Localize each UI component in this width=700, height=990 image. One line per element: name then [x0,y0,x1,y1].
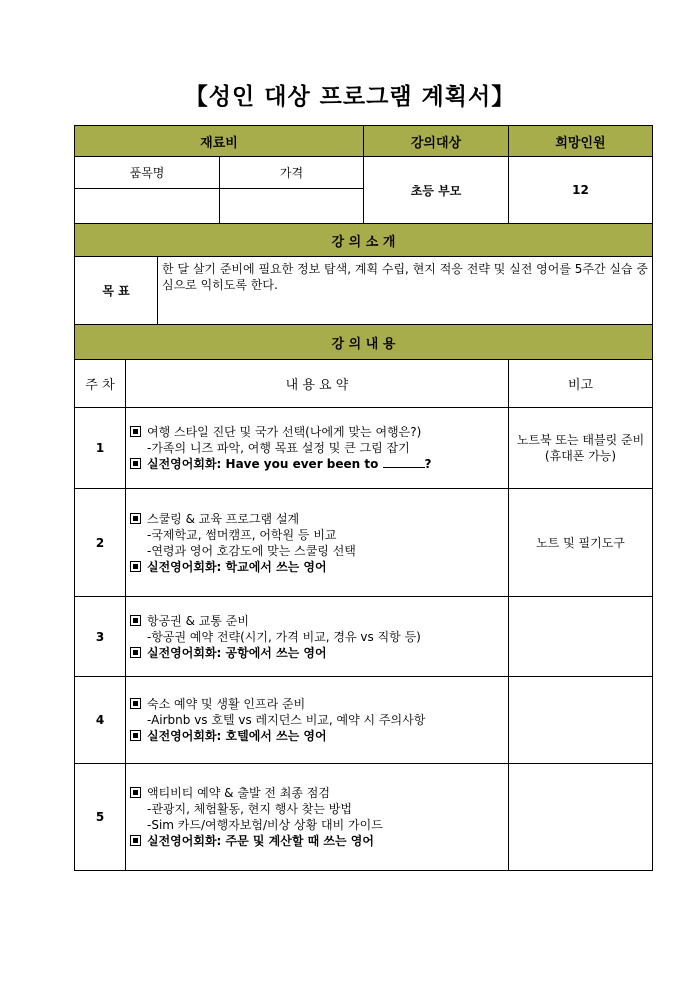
program-plan-table [74,125,653,871]
content-section-title: 강 의 내 용 [75,325,653,360]
audience-header: 강의대상 [364,126,509,157]
week-note [509,677,653,764]
price-cell [220,189,364,224]
price-header: 가격 [220,157,364,189]
week-note: 노트북 또는 태블릿 준비 (휴대폰 가능) [509,408,653,489]
week-note [509,597,653,677]
week-row [75,677,653,764]
week-number: 1 [75,408,126,489]
goal-text: 한 달 살기 준비에 필요한 정보 탐색, 계획 수립, 현지 적응 전략 및 실전 영어를 5주간 실습 중심으로 익히도록 한다. [158,257,653,325]
capacity-header: 희망인원 [509,126,653,157]
week-row [75,597,653,677]
checkbox-icon [130,458,141,469]
week-number: 3 [75,597,126,677]
week-detail: -가족의 니즈 파악, 여행 목표 설정 및 큰 그림 잡기 [147,441,410,455]
week-summary [126,677,509,764]
week-title: 스쿨링 & 교육 프로그램 설계 [147,511,300,526]
week-detail: -Sim 카드/여행자보험/비상 상황 대비 가이드 [147,818,383,832]
week-summary [126,489,509,597]
week-summary [126,408,509,489]
note-column-header: 비고 [509,360,653,408]
week-conversation: 실전영어회화: 주문 및 계산할 때 쓰는 영어 [147,834,374,848]
item-name-header: 품목명 [75,157,220,189]
capacity-value: 12 [509,157,653,224]
materials-header: 재료비 [75,126,364,157]
checkbox-icon [130,730,141,741]
week-conversation: 실전영어회화: 학교에서 쓰는 영어 [147,559,327,574]
week-title: 숙소 예약 및 생활 인프라 준비 [147,697,306,711]
week-conversation: 실전영어회화: 호텔에서 쓰는 영어 [147,729,327,743]
week-detail: -관광지, 체험활동, 현지 행사 찾는 방법 [147,802,352,816]
week-detail: -연령과 영어 호감도에 맞는 스쿨링 선택 [147,543,356,558]
week-note [509,764,653,871]
week-conversation: 실전영어회화: Have you ever been to [147,457,379,471]
week-title: 액티비티 예약 & 출발 전 최종 점검 [147,786,330,800]
checkbox-icon [130,561,141,572]
audience-value: 초등 부모 [364,157,509,224]
fill-in-blank [383,456,425,468]
intro-section-title: 강 의 소 개 [75,224,653,257]
week-row [75,489,653,597]
checkbox-icon [130,698,141,709]
goal-label: 목 표 [75,257,158,325]
week-summary [126,597,509,677]
week-row [75,764,653,871]
checkbox-icon [130,426,141,437]
week-number: 2 [75,489,126,597]
week-note: 노트 및 필기도구 [509,489,653,597]
item-name-cell [75,189,220,224]
week-conversation-suffix: ? [424,457,432,471]
summary-column-header: 내 용 요 약 [126,360,509,408]
week-number: 4 [75,677,126,764]
week-number: 5 [75,764,126,871]
checkbox-icon [130,615,141,626]
week-detail: -Airbnb vs 호텔 vs 레지던스 비교, 예약 시 주의사항 [147,713,426,727]
week-title: 항공권 & 교통 준비 [147,613,249,628]
week-title: 여행 스타일 진단 및 국가 선택(나에게 맞는 여행은?) [147,425,422,439]
checkbox-icon [130,513,141,524]
checkbox-icon [130,647,141,658]
week-detail: -항공권 예약 전략(시기, 가격 비교, 경유 vs 직항 등) [147,629,421,644]
week-column-header: 주 차 [75,360,126,408]
week-summary [126,764,509,871]
checkbox-icon [130,787,141,798]
document-title: 【성인 대상 프로그램 계획서】 [184,84,516,110]
week-row [75,408,653,489]
week-conversation: 실전영어회화: 공항에서 쓰는 영어 [147,645,327,660]
week-detail: -국제학교, 썸머캠프, 어학원 등 비교 [147,527,337,542]
checkbox-icon [130,835,141,846]
